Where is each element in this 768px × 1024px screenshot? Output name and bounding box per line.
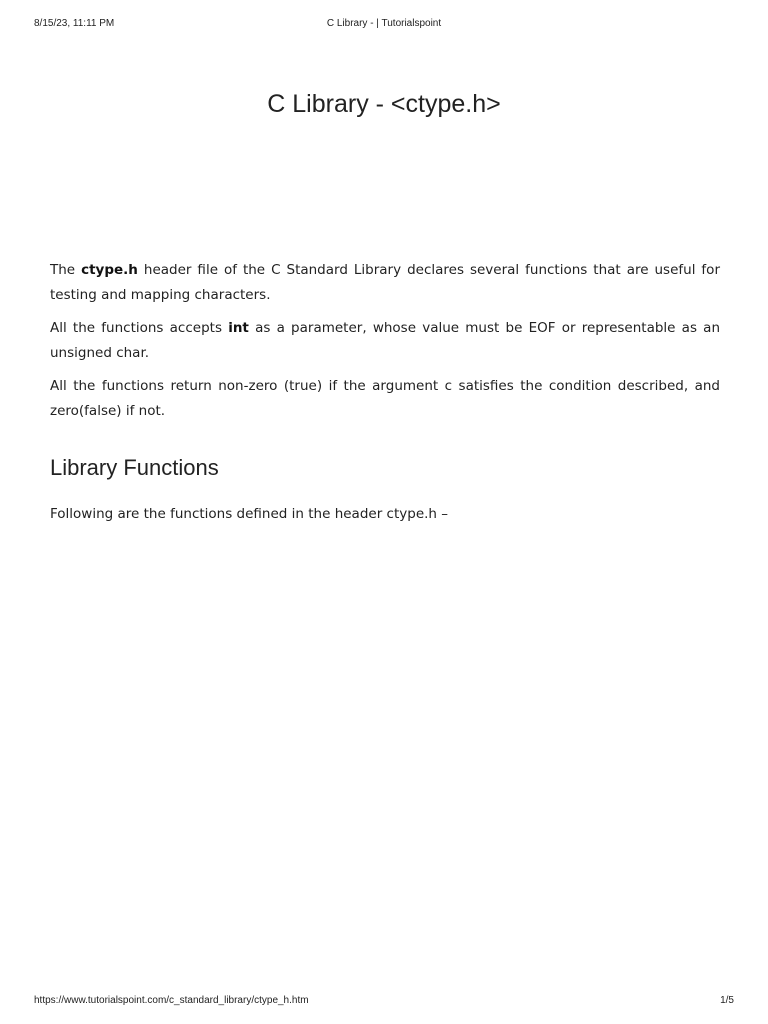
page-url: https://www.tutorialspoint.com/c_standard_library/ctype_h.htm xyxy=(34,995,309,1006)
intro-text-start: The xyxy=(50,262,82,278)
article-body xyxy=(50,258,720,535)
print-date: 8/15/23, 11:11 PM xyxy=(34,18,115,29)
print-footer xyxy=(34,995,734,1009)
page-title: C Library - <ctype.h> xyxy=(267,90,501,118)
int-code: int xyxy=(228,320,249,336)
ctype-h-code: ctype.h xyxy=(81,262,138,278)
library-functions-heading: Library Functions xyxy=(50,455,219,480)
print-header xyxy=(34,18,734,32)
intro-text-end: header file of the C Standard Library declares several functions that are useful for testing and mapping characters. xyxy=(50,262,720,303)
return-value-paragraph: All the functions return non-zero (true) if the argument c satisfies the condition described, and zero(false) if not. xyxy=(50,378,720,419)
parameter-text-start: All the functions accepts xyxy=(50,320,229,336)
functions-intro-paragraph: Following are the functions defined in the header ctype.h – xyxy=(50,506,449,522)
parameter-text-end: as a parameter, whose value must be EOF or representable as an unsigned char. xyxy=(50,320,720,361)
print-document-title: C Library - | Tutorialspoint xyxy=(326,18,442,29)
parameter-paragraph xyxy=(50,316,720,366)
page-number: 1/5 xyxy=(720,995,734,1006)
intro-paragraph xyxy=(50,258,720,308)
